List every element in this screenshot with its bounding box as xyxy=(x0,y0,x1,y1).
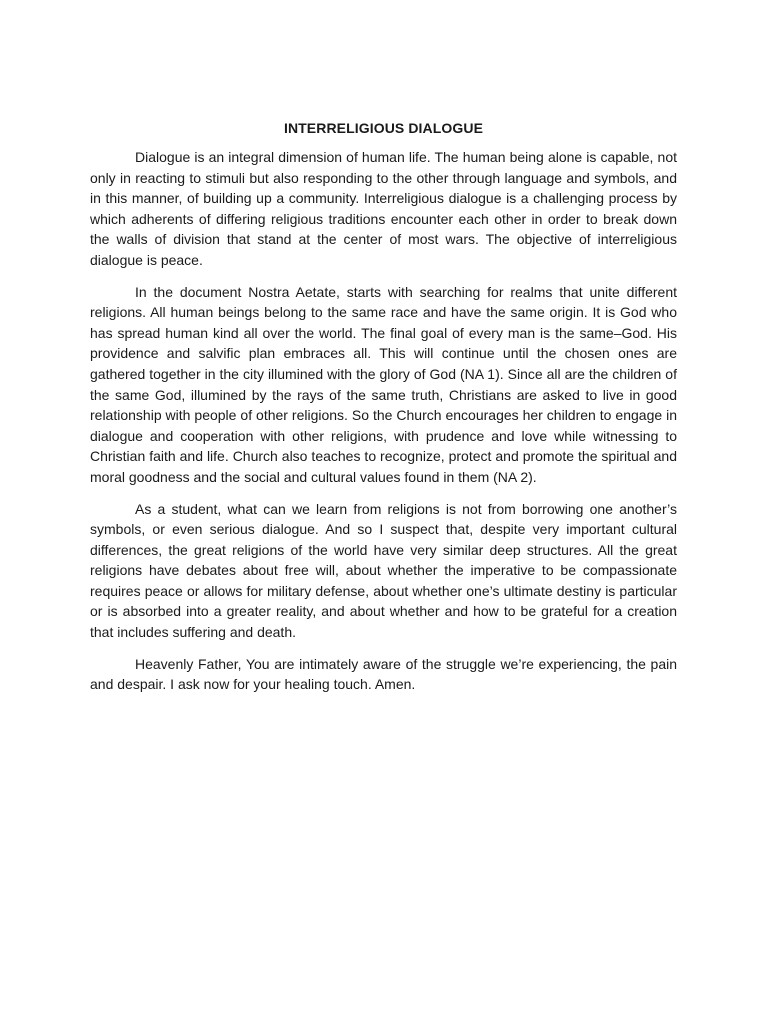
paragraph-student-reflection: As a student, what can we learn from religions is not from borrowing one another’s symbols, or even serious dialogue. And so I suspect that, despite very important cultural differences, the great religions of the world have very similar deep structures. All the great religions have debates about free will, about whether the imperative to be compassionate requires peace or allows for military defense, about whether one’s ultimate destiny is particular or is absorbed into a greater reality, and about whether and how to be grateful for a creation that includes suffering and death. xyxy=(90,500,677,641)
paragraph-prayer: Heavenly Father, You are intimately aware of the struggle we’re experiencing, the pain and despair. I ask now for your healing touch. Amen. xyxy=(90,655,677,693)
paragraph-dialogue-intro: Dialogue is an integral dimension of human life. The human being alone is capable, not only in reacting to stimuli but also responding to the other through language and symbols, and in this manner, of building up a community. Interreligious dialogue is a challenging process by which adherents of differing religious traditions encounter each other in order to break down the walls of division that stand at the center of most wars. The objective of interreligious dialogue is peace. xyxy=(90,149,677,268)
paragraph-nostra-aetate: In the document Nostra Aetate, starts with searching for realms that unite different religions. All human beings belong to the same race and have the same origin. It is God who has spread human kind all over the world. The final goal of every man is the same–God. His providence and salvific plan embraces all. This will continue until the chosen ones are gathered together in the city illumined with the glory of God (NA 1). Since all are the children of the same God, illumined by the rays of the same truth, Christians are asked to live in good relationship with people of other religions. So the Church encourages her children to engage in dialogue and cooperation with other religions, with prudence and love while witnessing to Christian faith and life. Church also teaches to recognize, protect and promote the spiritual and moral goodness and the social and cultural values found in them (NA 2). xyxy=(90,283,677,485)
document-page xyxy=(90,118,677,706)
document-title: INTERRELIGIOUS DIALOGUE xyxy=(283,120,484,136)
